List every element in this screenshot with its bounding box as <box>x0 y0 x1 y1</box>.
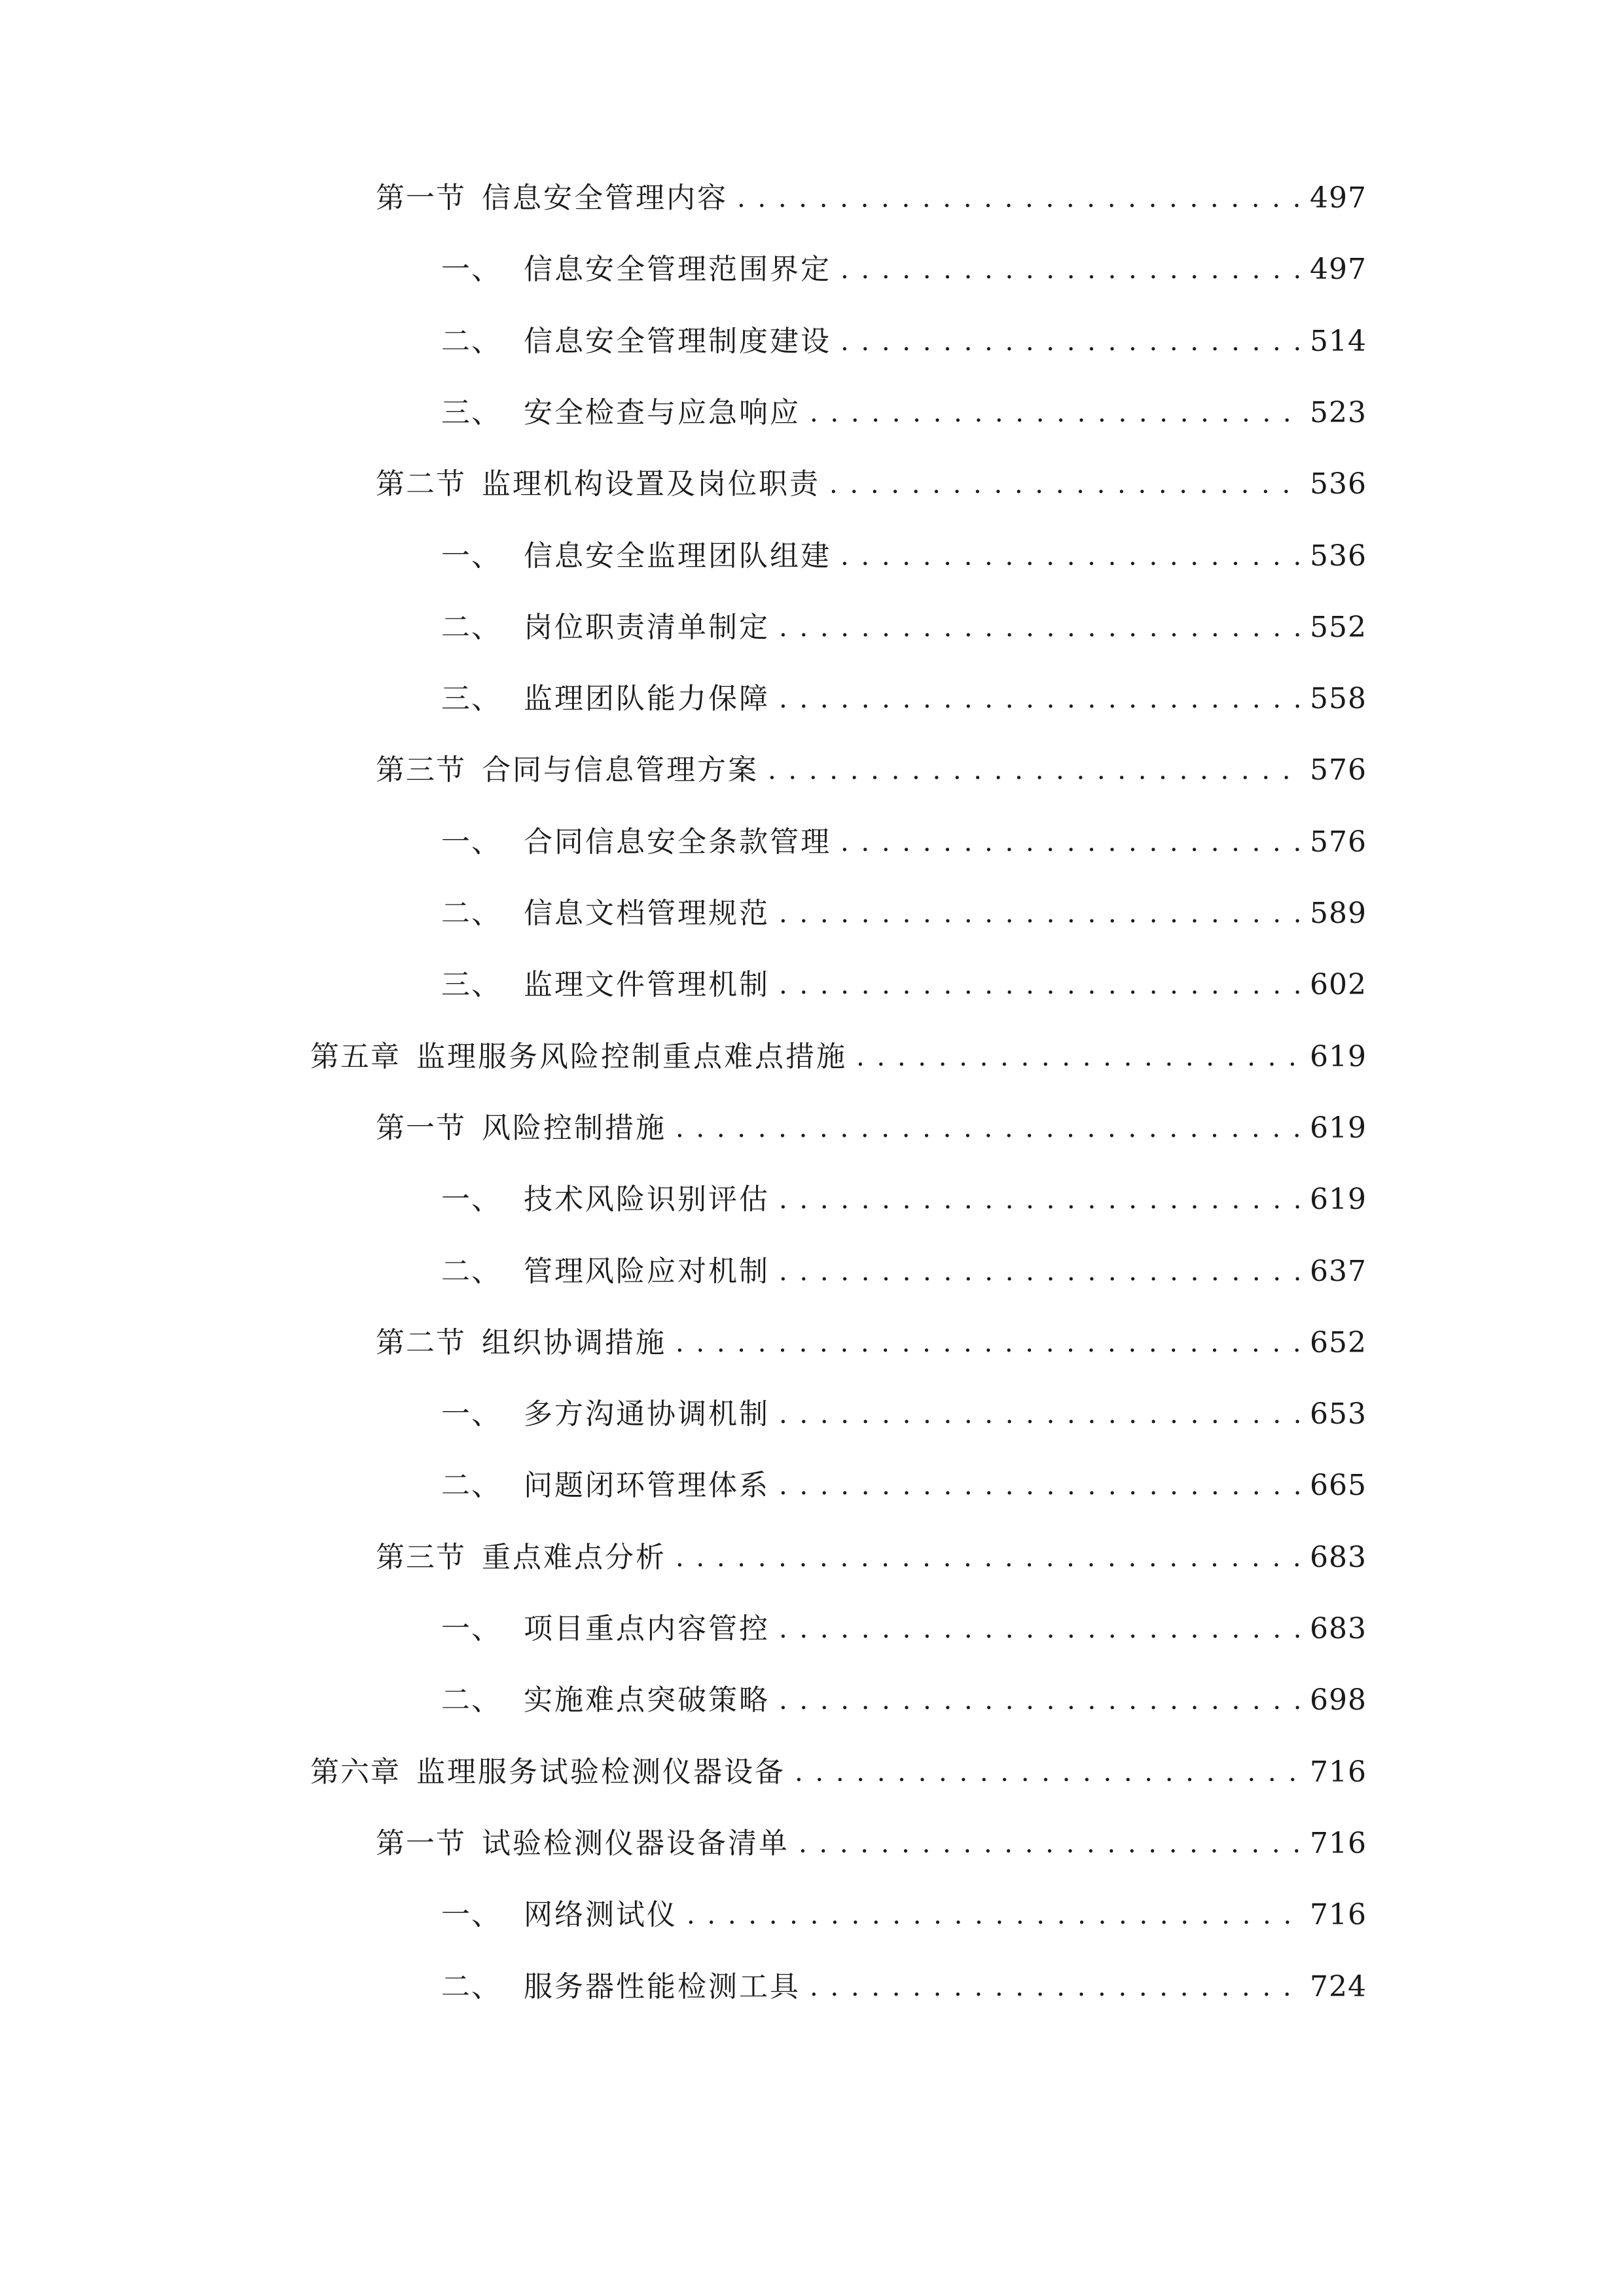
toc-page-number: 716 <box>1310 1827 1367 1860</box>
toc-dot-leader <box>779 608 1303 647</box>
toc-entry-number: 第一节 <box>376 1111 466 1145</box>
toc-subsection-entry[interactable] <box>441 1681 1367 1720</box>
toc-page-number: 724 <box>1310 1970 1367 2003</box>
toc-dot-leader <box>768 751 1303 790</box>
toc-page-number: 698 <box>1310 1683 1367 1717</box>
toc-subsection-entry[interactable] <box>441 322 1367 361</box>
toc-dot-leader <box>799 1824 1303 1863</box>
toc-chapter-entry[interactable] <box>310 1037 1367 1077</box>
toc-page-number: 514 <box>1310 325 1367 358</box>
toc-entry-title: 监理服务试验检测仪器设备 <box>416 1755 785 1789</box>
toc-entry-number: 一、 <box>441 539 501 573</box>
toc-entry-number: 三、 <box>441 968 501 1001</box>
toc-page-number: 558 <box>1310 682 1367 715</box>
toc-entry-title: 重点难点分析 <box>482 1541 666 1574</box>
toc-entry-number: 第三节 <box>376 753 466 787</box>
toc-subsection-entry[interactable] <box>441 1967 1367 2007</box>
toc-subsection-entry[interactable] <box>441 393 1367 433</box>
toc-entry-title: 项目重点内容管控 <box>524 1612 770 1645</box>
toc-dot-leader <box>810 1967 1303 2007</box>
toc-dot-leader <box>676 1323 1303 1363</box>
toc-subsection-entry[interactable] <box>441 1895 1367 1935</box>
toc-entry-number: 第二节 <box>376 1326 466 1359</box>
toc-section-entry[interactable] <box>376 1824 1367 1863</box>
toc-dot-leader <box>810 393 1303 433</box>
toc-entry-number: 一、 <box>441 1397 501 1431</box>
toc-subsection-entry[interactable] <box>441 608 1367 647</box>
toc-entry-number: 二、 <box>441 1970 501 2003</box>
toc-dot-leader <box>676 1109 1303 1148</box>
toc-subsection-entry[interactable] <box>441 537 1367 576</box>
toc-entry-number: 二、 <box>441 1683 501 1717</box>
toc-entry-number: 二、 <box>441 325 501 358</box>
toc-entry-number: 一、 <box>441 1183 501 1216</box>
toc-entry-number: 第三节 <box>376 1541 466 1574</box>
toc-dot-leader <box>779 1609 1303 1649</box>
toc-entry-title: 监理服务风险控制重点难点措施 <box>416 1040 847 1073</box>
toc-page-number: 523 <box>1310 396 1367 429</box>
toc-dot-leader <box>829 465 1303 504</box>
toc-entry-title: 网络测试仪 <box>524 1898 677 1931</box>
toc-entry-number: 第一节 <box>376 1827 466 1860</box>
toc-entry-number: 一、 <box>441 253 501 286</box>
toc-subsection-entry[interactable] <box>441 679 1367 719</box>
toc-page-number: 619 <box>1310 1111 1367 1145</box>
toc-dot-leader <box>779 965 1303 1005</box>
toc-entry-number: 一、 <box>441 825 501 859</box>
toc-dot-leader <box>687 1895 1303 1935</box>
toc-entry-number: 二、 <box>441 611 501 644</box>
toc-entry-number: 二、 <box>441 897 501 930</box>
toc-dot-leader <box>795 1753 1303 1792</box>
toc-entry-title: 岗位职责清单制定 <box>524 611 770 644</box>
toc-page-number: 602 <box>1310 968 1367 1001</box>
toc-page-number: 536 <box>1310 539 1367 573</box>
toc-entry-title: 信息安全管理内容 <box>482 181 728 215</box>
toc-dot-leader <box>779 1681 1303 1720</box>
toc-page-number: 637 <box>1310 1255 1367 1288</box>
toc-dot-leader <box>779 1466 1303 1505</box>
toc-page-number: 576 <box>1310 753 1367 787</box>
toc-entry-title: 服务器性能检测工具 <box>524 1970 801 2003</box>
toc-page-number: 716 <box>1310 1898 1367 1931</box>
toc-entry-number: 一、 <box>441 1898 501 1931</box>
toc-dot-leader <box>840 537 1303 576</box>
toc-entry-number: 三、 <box>441 682 501 715</box>
toc-page-number: 619 <box>1310 1183 1367 1216</box>
toc-page-number: 497 <box>1310 181 1367 215</box>
toc-dot-leader <box>779 1395 1303 1434</box>
toc-entry-title: 信息安全管理制度建设 <box>524 325 831 358</box>
toc-entry-number: 第一节 <box>376 181 466 215</box>
toc-section-entry[interactable] <box>376 1538 1367 1577</box>
toc-entry-number: 二、 <box>441 1255 501 1288</box>
toc-subsection-entry[interactable] <box>441 1609 1367 1649</box>
toc-page-number: 652 <box>1310 1326 1367 1359</box>
toc-dot-leader <box>779 679 1303 719</box>
toc-entry-title: 风险控制措施 <box>482 1111 666 1145</box>
toc-chapter-entry[interactable] <box>310 1753 1367 1792</box>
toc-dot-leader <box>840 823 1303 862</box>
toc-entry-title: 试验检测仪器设备清单 <box>482 1827 789 1860</box>
toc-subsection-entry[interactable] <box>441 894 1367 933</box>
toc-entry-number: 第二节 <box>376 467 466 501</box>
toc-subsection-entry[interactable] <box>441 1252 1367 1291</box>
toc-page-number: 589 <box>1310 897 1367 930</box>
toc-entry-title: 监理团队能力保障 <box>524 682 770 715</box>
toc-page-number: 619 <box>1310 1040 1367 1073</box>
toc-dot-leader <box>856 1037 1303 1077</box>
toc-entry-number: 一、 <box>441 1612 501 1645</box>
toc-section-entry[interactable] <box>376 465 1367 504</box>
toc-dot-leader <box>676 1538 1303 1577</box>
toc-entry-title: 合同信息安全条款管理 <box>524 825 831 859</box>
toc-entry-title: 多方沟通协调机制 <box>524 1397 770 1431</box>
toc-section-entry[interactable] <box>376 1323 1367 1363</box>
toc-entry-number: 二、 <box>441 1469 501 1502</box>
toc-entry-title: 问题闭环管理体系 <box>524 1469 770 1502</box>
toc-page-number: 576 <box>1310 825 1367 859</box>
toc-subsection-entry[interactable] <box>441 1395 1367 1434</box>
toc-page-number: 683 <box>1310 1541 1367 1574</box>
toc-page-number: 552 <box>1310 611 1367 644</box>
toc-dot-leader <box>840 250 1303 289</box>
toc-section-entry[interactable] <box>376 751 1367 790</box>
toc-page-number: 497 <box>1310 253 1367 286</box>
toc-subsection-entry[interactable] <box>441 965 1367 1005</box>
toc-entry-title: 技术风险识别评估 <box>524 1183 770 1216</box>
toc-entry-number: 三、 <box>441 396 501 429</box>
toc-dot-leader <box>840 322 1303 361</box>
toc-section-entry[interactable] <box>376 179 1367 218</box>
toc-subsection-entry[interactable] <box>441 250 1367 289</box>
toc-entry-title: 监理文件管理机制 <box>524 968 770 1001</box>
toc-page-number: 683 <box>1310 1612 1367 1645</box>
toc-page-number: 665 <box>1310 1469 1367 1502</box>
toc-entry-number: 第五章 <box>310 1040 401 1073</box>
toc-entry-title: 管理风险应对机制 <box>524 1255 770 1288</box>
toc-entry-title: 组织协调措施 <box>482 1326 666 1359</box>
toc-dot-leader <box>779 1252 1303 1291</box>
toc-entry-number: 第六章 <box>310 1755 401 1789</box>
toc-entry-title: 信息文档管理规范 <box>524 897 770 930</box>
toc-dot-leader <box>779 894 1303 933</box>
toc-entry-title: 信息安全监理团队组建 <box>524 539 831 573</box>
toc-section-entry[interactable] <box>376 1109 1367 1148</box>
toc-subsection-entry[interactable] <box>441 1180 1367 1219</box>
toc-entry-title: 合同与信息管理方案 <box>482 753 759 787</box>
toc-page-number: 536 <box>1310 467 1367 501</box>
toc-subsection-entry[interactable] <box>441 1466 1367 1505</box>
toc-entry-title: 监理机构设置及岗位职责 <box>482 467 820 501</box>
toc-page-number: 653 <box>1310 1397 1367 1431</box>
toc-entry-title: 信息安全管理范围界定 <box>524 253 831 286</box>
toc-dot-leader <box>779 1180 1303 1219</box>
toc-page-number: 716 <box>1310 1755 1367 1789</box>
toc-entry-title: 实施难点突破策略 <box>524 1683 770 1717</box>
toc-subsection-entry[interactable] <box>441 823 1367 862</box>
toc-entry-title: 安全检查与应急响应 <box>524 396 801 429</box>
toc-dot-leader <box>737 179 1303 218</box>
